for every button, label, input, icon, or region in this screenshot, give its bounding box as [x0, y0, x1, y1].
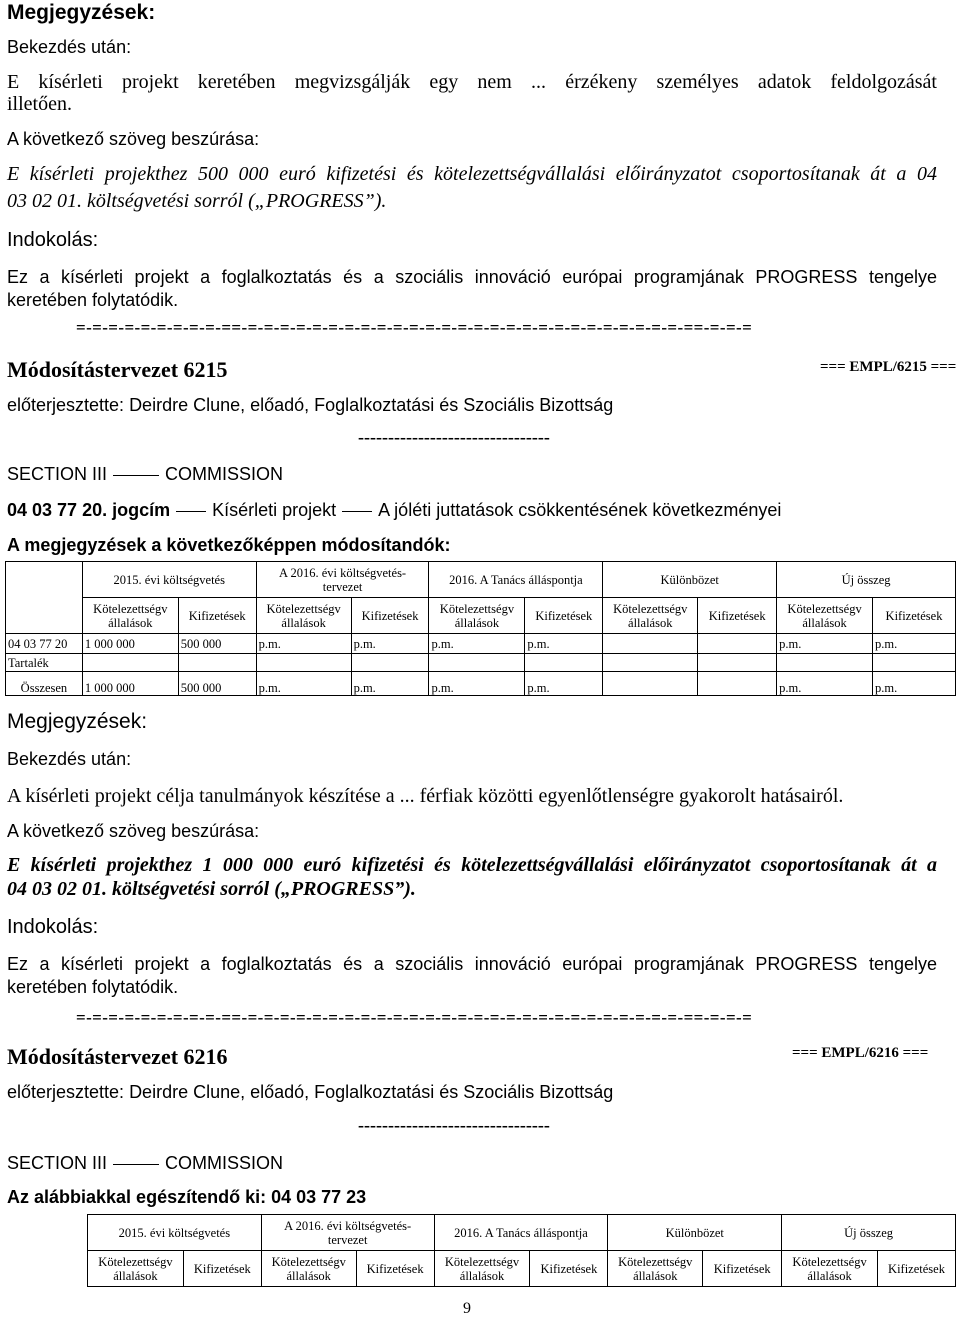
- header-difference: Különbözet: [603, 562, 777, 598]
- existing-text-line: illetően.: [7, 93, 72, 115]
- row-label: 04 03 77 20: [6, 634, 83, 654]
- header-commitments: Kötelezettségv állalások: [261, 1251, 356, 1287]
- after-paragraph-label: Bekezdés után:: [7, 749, 132, 769]
- tabled-by: előterjesztette: Deirdre Clune, előadó, Foglalkoztatási és Szociális Bizottság: [7, 395, 614, 415]
- header-commitments: Kötelezettségv állalások: [603, 598, 698, 634]
- header-payments: Kifizetések: [698, 598, 777, 634]
- institution-label: COMMISSION: [165, 1153, 284, 1173]
- header-council-position: 2016. A Tanács álláspontja: [434, 1215, 608, 1251]
- row-label: Összesen: [6, 672, 83, 696]
- header-commitments: Kötelezettségv állalások: [608, 1251, 703, 1287]
- table-row: [6, 654, 956, 672]
- em-dash: [176, 511, 206, 512]
- table-row: 04 03 77 20 1 000 000 500 000 p.m. p.m. p.m. p.m. p.m. p.m.: [6, 634, 956, 654]
- header-council-position: 2016. A Tanács álláspontja: [429, 562, 603, 598]
- amendment-separator: =-=-=-=-=-=-=-=-=-==-=-=-=-=-=-=-=-=-=-=-=-=-=-=-=-=-=-=-=-=-=-=-=-=-=-=-=-==-=-=-=: [76, 1008, 753, 1027]
- justification-heading: Indokolás:: [7, 916, 99, 938]
- header-payments: Kifizetések: [703, 1251, 782, 1287]
- justification-text-line: keretében folytatódik.: [7, 290, 179, 310]
- header-new-amount: Új összeg: [782, 1215, 956, 1251]
- table-header-row: [6, 562, 956, 598]
- section-label: SECTION III: [7, 464, 108, 484]
- table-header-row: [88, 1215, 956, 1251]
- table-total-row: Összesen 1 000 000 500 000 p.m. p.m. p.m. p.m. p.m. p.m.: [6, 672, 956, 696]
- em-dash: [113, 1164, 159, 1165]
- amendment-title: Módosítástervezet 6216: [7, 1044, 228, 1069]
- header-payments: Kifizetések: [178, 598, 256, 634]
- insert-text-label: A következő szöveg beszúrása:: [7, 129, 260, 149]
- comments-heading: Megjegyzések:: [7, 1, 156, 24]
- header-commitments: Kötelezettségv állalások: [429, 598, 525, 634]
- header-commitments: Kötelezettségv állalások: [777, 598, 873, 634]
- header-commitments: Kötelezettségv állalások: [782, 1251, 878, 1287]
- existing-text-line: E kísérleti projekt keretében megvizsgálják egy nem ... érzékeny személyes adatok feldolgozását: [7, 71, 937, 93]
- tabled-by: előterjesztette: Deirdre Clune, előadó, Foglalkoztatási és Szociális Bizottság: [7, 1082, 614, 1102]
- header-payments: Kifizetések: [356, 1251, 434, 1287]
- modify-remarks-label: A megjegyzések a következőképpen módosítandók:: [7, 535, 451, 555]
- after-paragraph-label: Bekezdés után:: [7, 37, 132, 57]
- existing-text-line: A kísérleti projekt célja tanulmányok készítése a ... férfiak közötti egyenlőtlenségre gyakorolt hatásairól.: [7, 785, 844, 807]
- header-2015-budget: 2015. évi költségvetés: [88, 1215, 262, 1251]
- em-dash: [342, 511, 372, 512]
- header-commitments: Kötelezettségv állalások: [82, 598, 178, 634]
- header-commitments: Kötelezettségv állalások: [88, 1251, 184, 1287]
- budget-table: [87, 1214, 956, 1287]
- header-commitments: Kötelezettségv állalások: [256, 598, 351, 634]
- justification-heading: Indokolás:: [7, 229, 99, 251]
- header-payments: Kifizetések: [873, 598, 956, 634]
- dashed-separator: --------------------------------: [358, 427, 550, 447]
- header-commitments: Kötelezettségv állalások: [434, 1251, 530, 1287]
- table-subheader-row: [6, 598, 956, 634]
- insert-text-label: A következő szöveg beszúrása:: [7, 821, 260, 841]
- amendment-code: === EMPL/6216 ===: [792, 1045, 929, 1061]
- budget-item-line: [7, 498, 781, 522]
- header-payments: Kifizetések: [530, 1251, 608, 1287]
- budget-table: [5, 561, 956, 696]
- section-line: [7, 1151, 283, 1175]
- header-payments: Kifizetések: [183, 1251, 261, 1287]
- em-dash: [113, 475, 159, 476]
- amendment-title: Módosítástervezet 6215: [7, 357, 228, 382]
- budget-item-code: 04 03 77 20. jogcím: [7, 500, 171, 520]
- section-line: [7, 462, 283, 486]
- section-label: SECTION III: [7, 1153, 108, 1173]
- justification-text-line: keretében folytatódik.: [7, 977, 179, 997]
- header-2015-budget: 2015. évi költségvetés: [82, 562, 256, 598]
- budget-item-type: Kísérleti projekt: [212, 500, 337, 520]
- justification-text-line: Ez a kísérleti projekt a foglalkoztatás és a szociális innováció európai programjának PROGRESS tengelye: [7, 954, 937, 974]
- add-to-label: Az alábbiakkal egészítendő ki: 04 03 77 23: [7, 1187, 367, 1207]
- header-difference: Különbözet: [608, 1215, 782, 1251]
- amendment-separator: =-=-=-=-=-=-=-=-=-==-=-=-=-=-=-=-=-=-=-=-=-=-=-=-=-=-=-=-=-=-=-=-=-=-=-=-=-==-=-=-=: [76, 318, 753, 337]
- institution-label: COMMISSION: [165, 464, 284, 484]
- header-2016-draft-budget: A 2016. évi költségvetés- tervezet: [261, 1215, 434, 1251]
- page-number: 9: [463, 1300, 471, 1317]
- inserted-text-line: 04 03 02 01. költségvetési sorról („PROGRESS”).: [7, 878, 416, 900]
- dashed-separator: --------------------------------: [358, 1115, 550, 1135]
- amendment-code: === EMPL/6215 ===: [820, 359, 957, 375]
- comments-heading: Megjegyzések:: [7, 710, 148, 733]
- inserted-text-line: E kísérleti projekthez 500 000 euró kifizetési és kötelezettségvállalási előirányzatot csoportosítanak át a 04: [7, 163, 937, 185]
- table-subheader-row: [88, 1251, 956, 1287]
- inserted-text-line: E kísérleti projekthez 1 000 000 euró kifizetési és kötelezettségvállalási előirányzatot csoportosítanak át a: [7, 854, 937, 876]
- header-payments: Kifizetések: [525, 598, 603, 634]
- header-payments: Kifizetések: [878, 1251, 956, 1287]
- justification-text-line: Ez a kísérleti projekt a foglalkoztatás és a szociális innováció európai programjának PROGRESS tengelye: [7, 267, 937, 287]
- header-payments: Kifizetések: [351, 598, 429, 634]
- header-new-amount: Új összeg: [777, 562, 956, 598]
- row-label: Tartalék: [6, 654, 83, 672]
- inserted-text-line: 03 02 01. költségvetési sorról („PROGRESS”).: [7, 190, 387, 212]
- header-2016-draft-budget: A 2016. évi költségvetés- tervezet: [256, 562, 429, 598]
- budget-item-title: A jóléti juttatások csökkentésének következményei: [378, 500, 782, 520]
